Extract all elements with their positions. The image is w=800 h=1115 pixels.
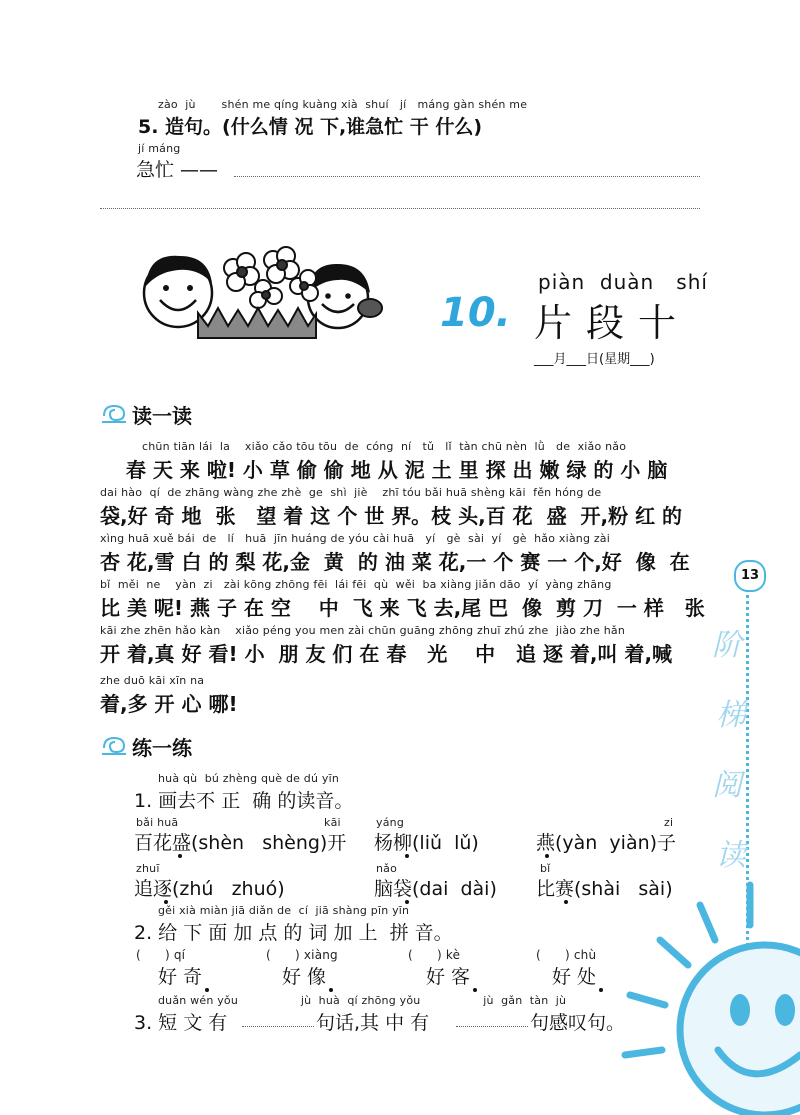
q1-item-1[interactable]: 百花盛(shèn shèng)开 xyxy=(134,832,347,854)
q3-prompt-a: 3. 短 文 有 xyxy=(134,1012,228,1034)
q3-prompt-b: 句话,其 中 有 xyxy=(316,1012,430,1034)
q2-item-2: 好 像 xyxy=(282,966,327,988)
read-line-6: 着,多 开 心 哪! xyxy=(100,692,238,716)
q2-item-3-blank[interactable]: ( ) kè xyxy=(408,948,461,962)
q2-item-4: 好 处 xyxy=(552,966,597,988)
read-line-6-pinyin: zhe duō kāi xīn na xyxy=(100,674,205,687)
q5-answer-line[interactable] xyxy=(234,176,700,177)
q2-item-1: 好 奇 xyxy=(158,966,203,988)
read-line-4-pinyin: bǐ měi ne yàn zi zài kōng zhōng fēi lái fēi qù wěi ba xiàng jiǎn dāo yí yàng zhāng xyxy=(100,578,612,591)
swirl-icon xyxy=(100,402,128,424)
q1-item-6[interactable]: 比赛(shài sài) xyxy=(536,878,673,900)
q1-item-5-pinyin: nǎo xyxy=(376,862,398,875)
emphasis-dot xyxy=(178,854,182,858)
side-text-2: 梯 xyxy=(716,698,746,733)
kids-flowers-illustration xyxy=(138,238,388,343)
q1-item-2[interactable]: 杨柳(liǔ lǔ) xyxy=(374,832,479,854)
swirl-icon xyxy=(100,734,128,756)
q2-pinyin: gěi xià miàn jiā diǎn de cí jiā shàng pīn yīn xyxy=(158,904,410,917)
q1-item-3-pinyin: zi xyxy=(664,816,674,829)
side-text-4: 读 xyxy=(716,838,746,873)
date-line: ___月___日(星期___) xyxy=(534,352,655,367)
lesson-title: 片段十 xyxy=(534,301,691,345)
q3-blank-2[interactable] xyxy=(456,1026,528,1027)
page-number: 13 xyxy=(734,560,766,592)
read-line-5-pinyin: kāi zhe zhēn hǎo kàn xiǎo péng you men zài chūn guāng zhōng zhuī zhú zhe jiào zhe hǎn xyxy=(100,624,626,637)
q1-item-5[interactable]: 脑袋(dai dài) xyxy=(374,878,497,900)
q5-pinyin: zào jù shén me qíng kuàng xià shuí jí máng gàn shén me xyxy=(158,98,528,111)
read-line-4: 比 美 呢! 燕 子 在 空 中 飞 来 飞 去,尾 巴 像 剪 刀 一 样 张 xyxy=(100,596,705,620)
q2-prompt: 2. 给 下 面 加 点 的 词 加 上 拼 音。 xyxy=(134,922,453,944)
q2-item-1-blank[interactable]: ( ) qí xyxy=(136,948,186,962)
read-line-3-pinyin: xìng huā xuě bái de lí huā jīn huáng de yóu cài huā yí gè sài yí gè hǎo xiàng zài xyxy=(100,532,611,545)
read-line-5: 开 着,真 好 看! 小 朋 友 们 在 春 光 中 追 逐 着,叫 着,喊 xyxy=(100,642,673,666)
q1-item-1-pinyin: bǎi huā xyxy=(136,816,179,829)
section-divider xyxy=(100,208,700,209)
emphasis-dot xyxy=(329,988,333,992)
section-practice-title: 练一练 xyxy=(132,736,192,760)
q2-item-4-blank[interactable]: ( ) chù xyxy=(536,948,597,962)
q3-blank-1[interactable] xyxy=(242,1026,314,1027)
q2-item-2-blank[interactable]: ( ) xiàng xyxy=(266,948,338,962)
emphasis-dot xyxy=(405,854,409,858)
q1-item-6-pinyin: bǐ xyxy=(540,862,551,875)
sun-smiley-icon xyxy=(600,880,800,1115)
q3-prompt-c: 句感叹句。 xyxy=(530,1012,626,1034)
emphasis-dot xyxy=(205,988,209,992)
q3-pinyin: duǎn wén yǒu jù huà qí zhōng yǒu jù gǎn tàn jù xyxy=(158,994,567,1007)
side-text-3: 阅 xyxy=(712,768,742,803)
emphasis-dot xyxy=(564,900,568,904)
read-line-3: 杏 花,雪 白 的 梨 花,金 黄 的 油 菜 花,一 个 赛 一 个,好 像 在 xyxy=(100,550,690,574)
read-line-1: 春 天 来 啦! 小 草 偷 偷 地 从 泥 土 里 探 出 嫩 绿 的 小 脑 xyxy=(112,458,668,482)
q1-item-4[interactable]: 追逐(zhú zhuó) xyxy=(134,878,285,900)
emphasis-dot xyxy=(473,988,477,992)
q5-prompt: 5. 造句。(什么情 况 下,谁急忙 干 什么) xyxy=(138,116,483,138)
read-line-1-pinyin: chūn tiān lái la xiǎo cǎo tōu tōu de cóng ní tǔ lǐ tàn chū nèn lǜ de xiǎo nǎo xyxy=(142,440,627,453)
q1-pinyin: huà qù bú zhèng què de dú yīn xyxy=(158,772,339,785)
q1-item-4-pinyin: zhuī xyxy=(136,862,160,875)
q1-prompt: 1. 画去不 正 确 的读音。 xyxy=(134,790,354,812)
q1-item-2-pinyin: yáng xyxy=(376,816,405,829)
q5-word-pinyin: jí máng xyxy=(138,142,181,155)
side-text-1: 阶 xyxy=(712,628,742,663)
q2-item-3: 好 客 xyxy=(426,966,471,988)
read-line-2-pinyin: dai hào qí de zhāng wàng zhe zhè ge shì jiè zhī tóu bǎi huā shèng kāi fěn hóng de xyxy=(100,486,602,499)
section-read-title: 读一读 xyxy=(132,404,192,428)
lesson-title-pinyin: piàn duàn shí xyxy=(538,270,708,294)
emphasis-dot xyxy=(545,854,549,858)
read-line-2: 袋,好 奇 地 张 望 着 这 个 世 界。枝 头,百 花 盛 开,粉 红 的 xyxy=(100,504,683,528)
q1-item-3[interactable]: 燕(yàn yiàn)子 xyxy=(536,832,677,854)
lesson-number: 10. xyxy=(440,290,511,336)
q1-item-1-pinyin-end: kāi xyxy=(324,816,341,829)
q5-word: 急忙 —— xyxy=(136,159,219,181)
